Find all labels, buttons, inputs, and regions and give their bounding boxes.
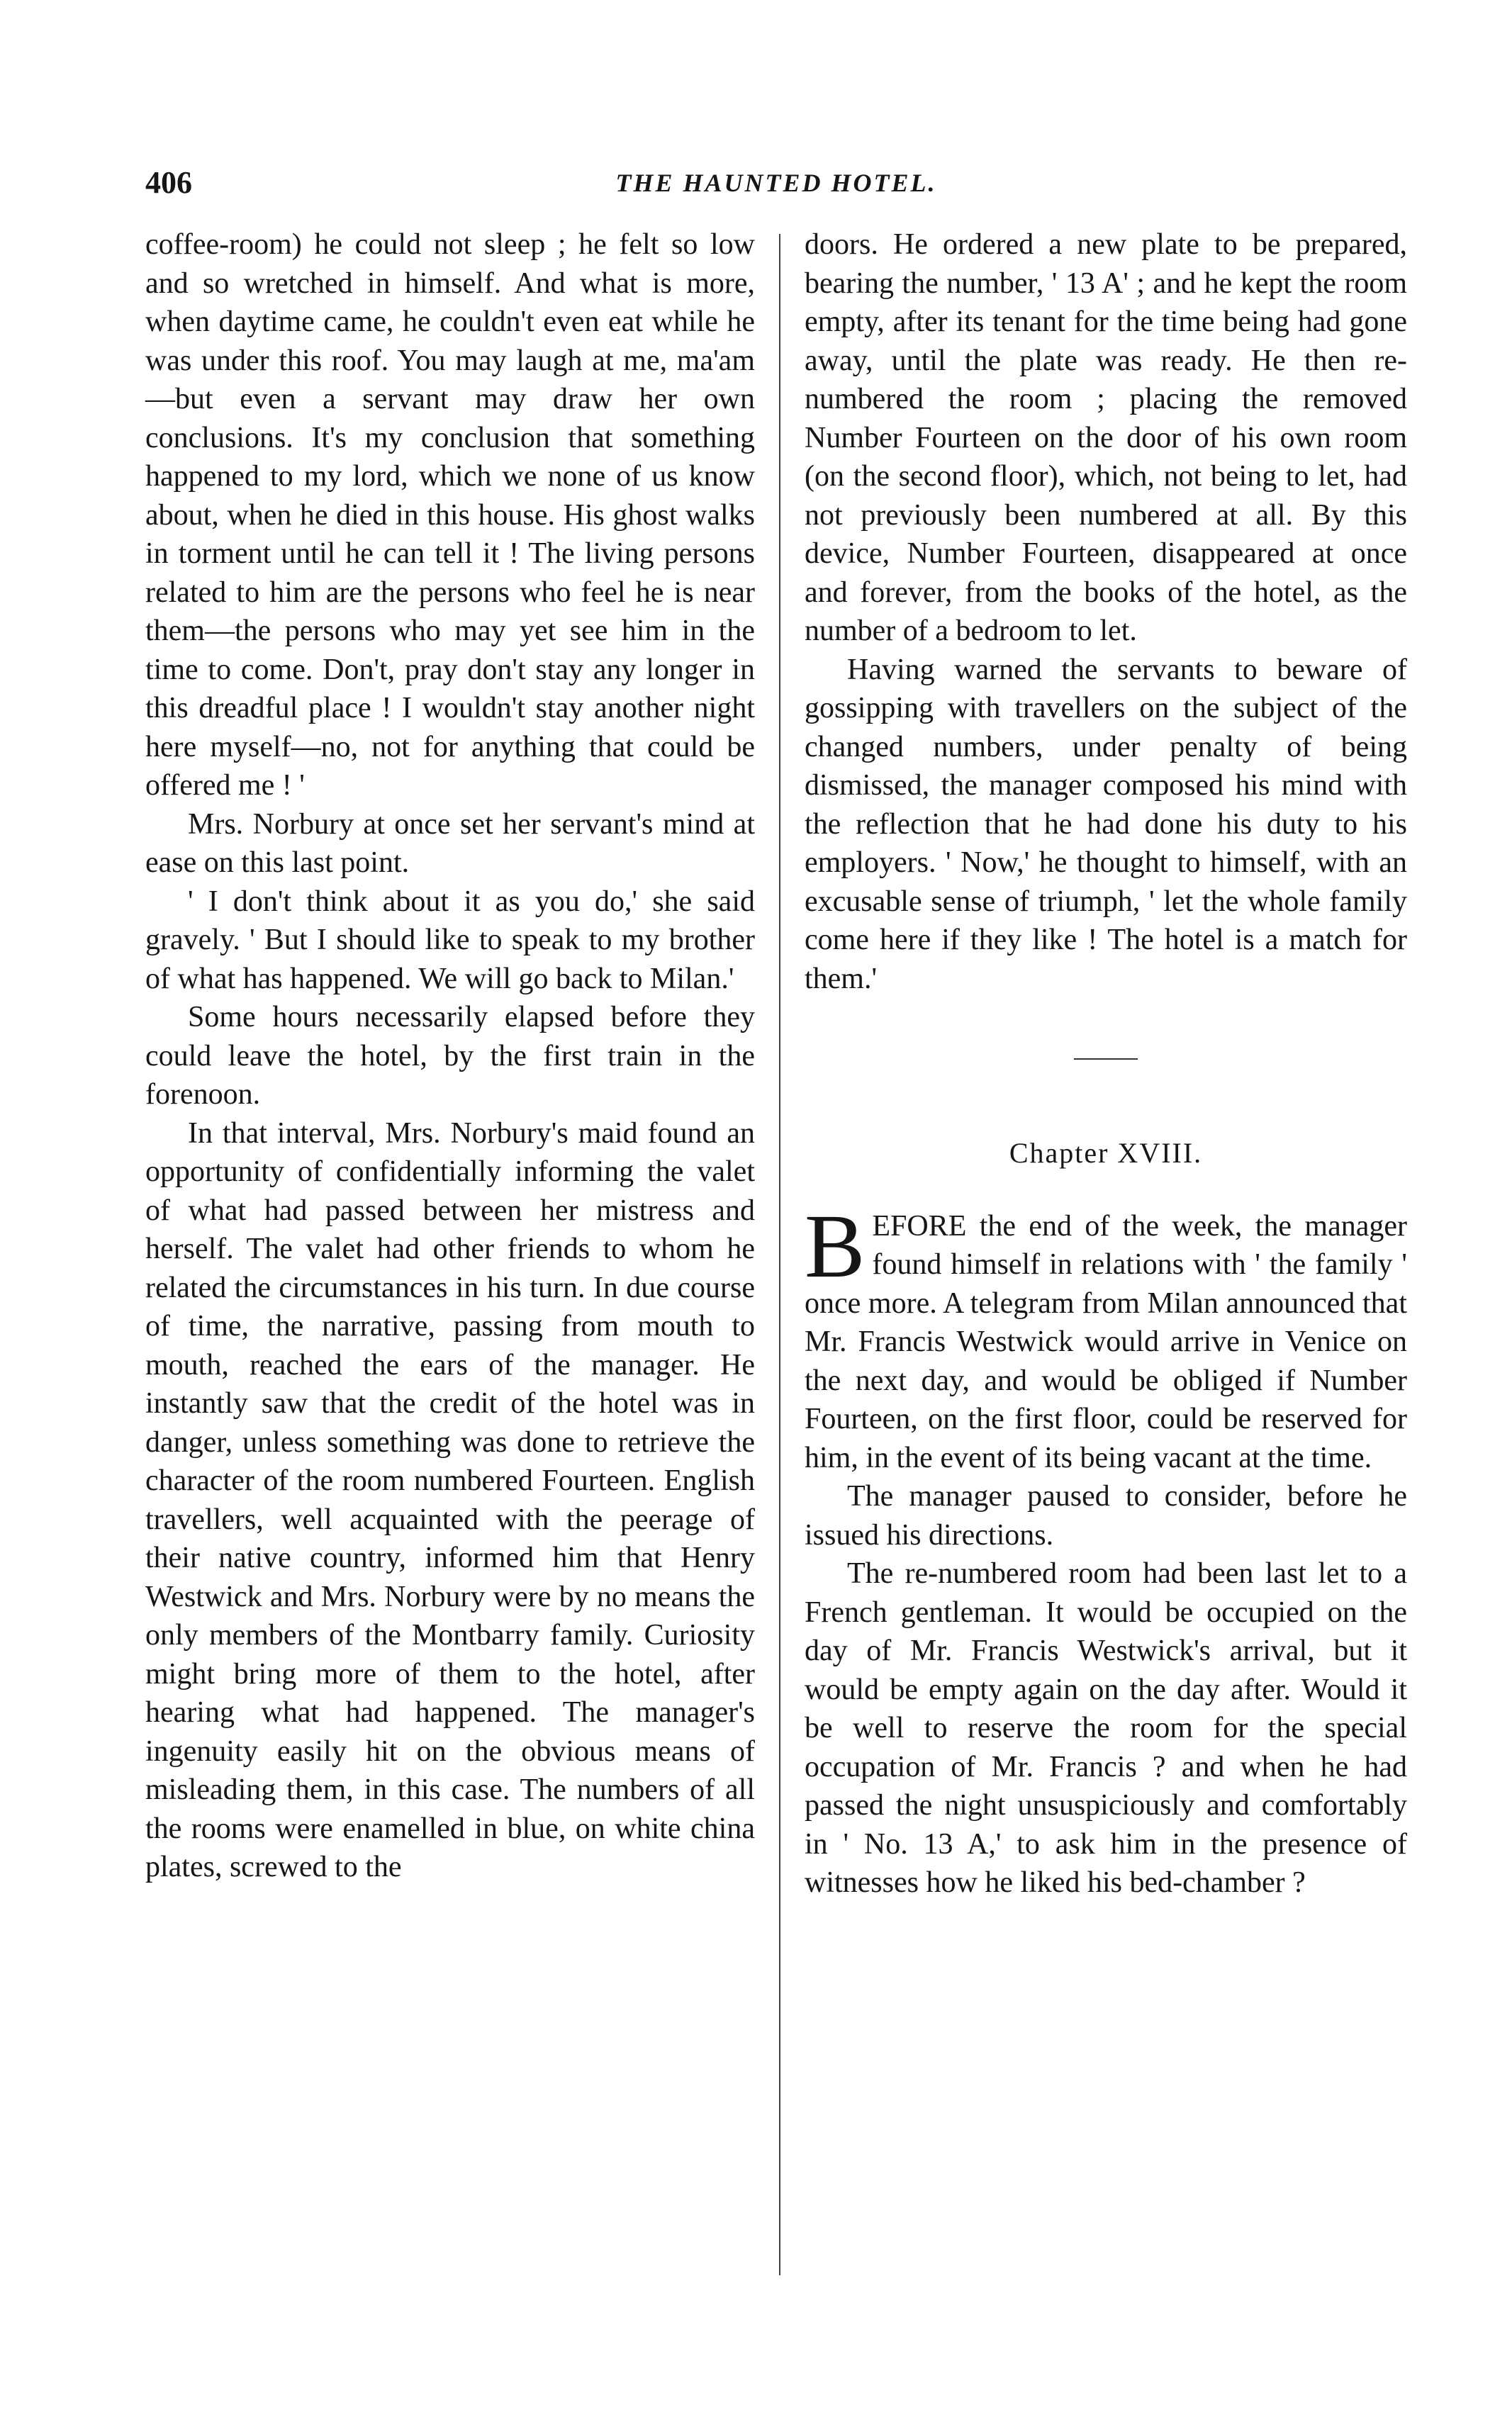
- page-header: [145, 162, 1407, 204]
- column-divider: [779, 234, 780, 2275]
- section-rule: [1074, 1058, 1138, 1060]
- paragraph: Some hours necessarily elapsed before they could leave the hotel, by the first train in the forenoon.: [145, 1001, 755, 1111]
- right-column: [805, 225, 1407, 1902]
- paragraph: Having warned the servants to beware of gossipping with travellers on the subject of the changed numbers, under penalty of being dismissed, the manager composed his mind with the reflection that he had done his duty to his employers. ' Now,' he thought to himself, with an excusable sense of triumph, ' let the whole family come here if they like ! The hotel is a match for them.': [805, 653, 1407, 995]
- paragraph: doors. He ordered a new plate to be prepared, bearing the number, ' 13 A' ; and he kept the room empty, after its tenant for the time being had gone away, until the plate was ready. He then re-numbered the room ; placing the removed Number Fourteen on the door of his own room (on the second floor), which, not being to let, had not previously been numbered at all. By this device, Number Fourteen, disappeared at once and forever, from the books of the hotel, as the number of a bedroom to let.: [805, 228, 1407, 647]
- paragraph: The manager paused to consider, before he issued his directions.: [805, 1480, 1407, 1552]
- paragraph: ' I don't think about it as you do,' she said gravely. ' But I should like to speak to my brother of what has happened. We will go back to Milan.': [145, 885, 755, 995]
- paragraph: The re-numbered room had been last let to a French gentleman. It would be occupied on the day of Mr. Francis Westwick's arrival, but it would be empty again on the day after. Would it be well to reserve the room for the special occupation of Mr. Francis ? and when he had passed the night unsuspiciously and comfortably in ' No. 13 A,' to ask him in the presence of witnesses how he liked his bed-chamber ?: [805, 1557, 1407, 1899]
- chapter-heading: Chapter XVIII.: [1009, 1137, 1203, 1169]
- left-column: [145, 225, 755, 1887]
- paragraph: In that interval, Mrs. Norbury's maid found an opportunity of confidentially informing the valet of what had passed between her mistress and herself. The valet had other friends to whom he related the circumstances in his turn. In due course of time, the narrative, passing from mouth to mouth, reached the ears of the manager. He instantly saw that the credit of the hotel was in danger, unless something was done to retrieve the character of the room numbered Fourteen. English travellers, well acquainted with the peerage of their native country, informed him that Henry Westwick and Mrs. Norbury were by no means the only members of the Montbarry family. Curiosity might bring more of them to the hotel, after hearing what had happened. The manager's ingenuity easily hit on the obvious means of misleading them, in this case. The numbers of all the rooms were enamelled in blue, on white china plates, screwed to the: [145, 1116, 755, 1883]
- chapter-opening-paragraph: [805, 1195, 1407, 1478]
- first-word-rest: EFORE: [872, 1209, 967, 1243]
- paragraph: coffee-room) he could not sleep ; he felt so low and so wretched in himself. And what is more, when daytime came, he couldn't even eat while he was under this roof. You may laugh at me, ma'am —but even a servant may draw her own conclusions. It's my conclusion that something happened to my lord, which we none of us know about, when he died in this house. His ghost walks in torment until he can tell it ! The living persons related to him are the persons who feel he is near them—the persons who may yet see him in the time to come. Don't, pray don't stay any longer in this dreadful place ! I wouldn't stay another night here myself—no, not for anything that could be offered me ! ': [145, 228, 755, 802]
- first-paragraph-rest: the end of the week, the manager found himself in relations with ' the family ' once more. A telegram from Milan announced that Mr. Francis Westwick would arrive in Venice on the next day, and would be obliged if Number Fourteen, on the first floor, could be reserved for him, in the event of its being vacant at the time.: [805, 1209, 1407, 1474]
- running-title: THE HAUNTED HOTEL.: [615, 169, 937, 197]
- page-number: 406: [145, 165, 192, 200]
- drop-cap: B: [805, 1195, 866, 1296]
- paragraph: Mrs. Norbury at once set her servant's mind at ease on this last point.: [145, 807, 755, 879]
